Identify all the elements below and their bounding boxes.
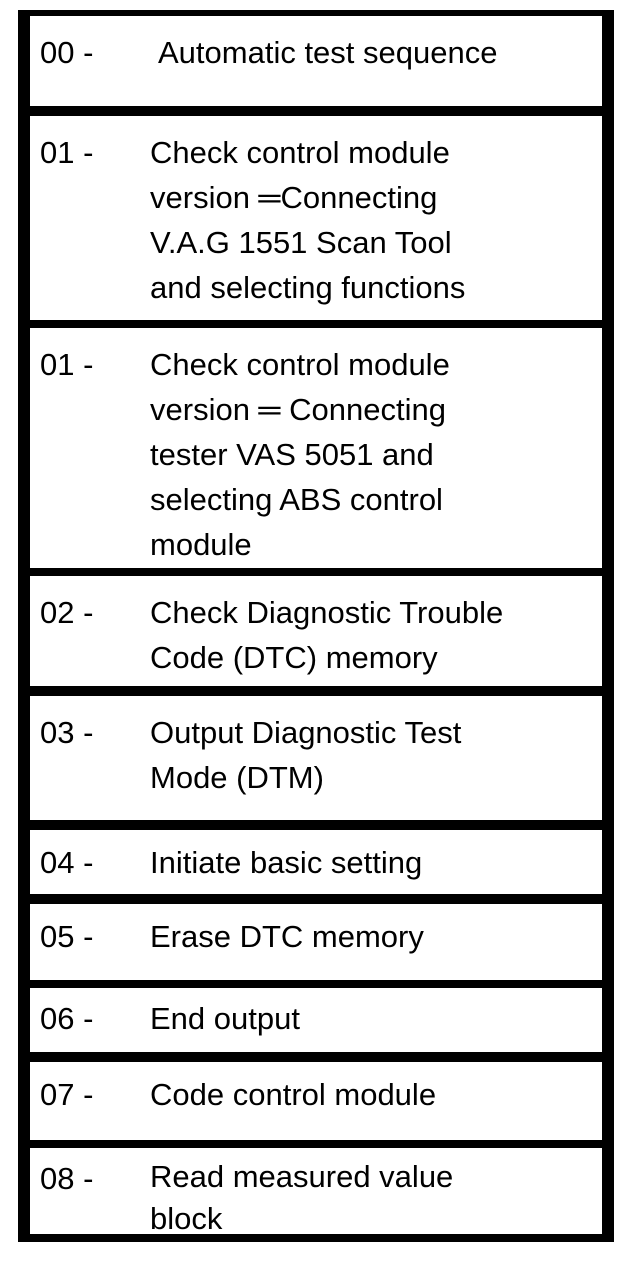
function-row-06 bbox=[30, 988, 602, 1052]
function-code: 01 - bbox=[40, 347, 94, 382]
function-code: 08 - bbox=[40, 1161, 94, 1196]
function-row-01-vag bbox=[30, 116, 602, 320]
function-code: 06 - bbox=[40, 1001, 94, 1036]
function-row-03 bbox=[30, 696, 602, 820]
function-row-04 bbox=[30, 830, 602, 894]
function-description: Initiate basic setting bbox=[150, 845, 423, 880]
function-description: Output Diagnostic Test Mode (DTM) bbox=[150, 715, 462, 795]
function-row-07 bbox=[30, 1062, 602, 1140]
function-code: 01 - bbox=[40, 135, 94, 170]
function-description: Check control module version ═ Connecting tester VAS 5051 and selecting ABS control module bbox=[150, 347, 450, 562]
function-row-08 bbox=[30, 1148, 602, 1234]
function-description: Read measured value block bbox=[150, 1159, 454, 1236]
function-code: 07 - bbox=[40, 1077, 94, 1112]
function-description: Automatic test sequence bbox=[158, 35, 498, 70]
function-code: 02 - bbox=[40, 595, 94, 630]
function-code: 04 - bbox=[40, 845, 94, 880]
function-description: Erase DTC memory bbox=[150, 919, 424, 954]
function-row-02 bbox=[30, 576, 602, 686]
function-description: Check control module version ═Connecting V.A.G 1551 Scan Tool and selecting functions bbox=[150, 135, 466, 305]
function-table bbox=[18, 10, 614, 1242]
function-row-01-vas bbox=[30, 328, 602, 568]
function-description: End output bbox=[150, 1001, 300, 1036]
function-code: 00 - bbox=[40, 35, 94, 70]
function-row-00 bbox=[30, 16, 602, 106]
function-description: Check Diagnostic Trouble Code (DTC) memory bbox=[150, 595, 504, 675]
function-code: 05 - bbox=[40, 919, 94, 954]
function-row-05 bbox=[30, 904, 602, 980]
function-description: Code control module bbox=[150, 1077, 437, 1112]
function-code: 03 - bbox=[40, 715, 94, 750]
